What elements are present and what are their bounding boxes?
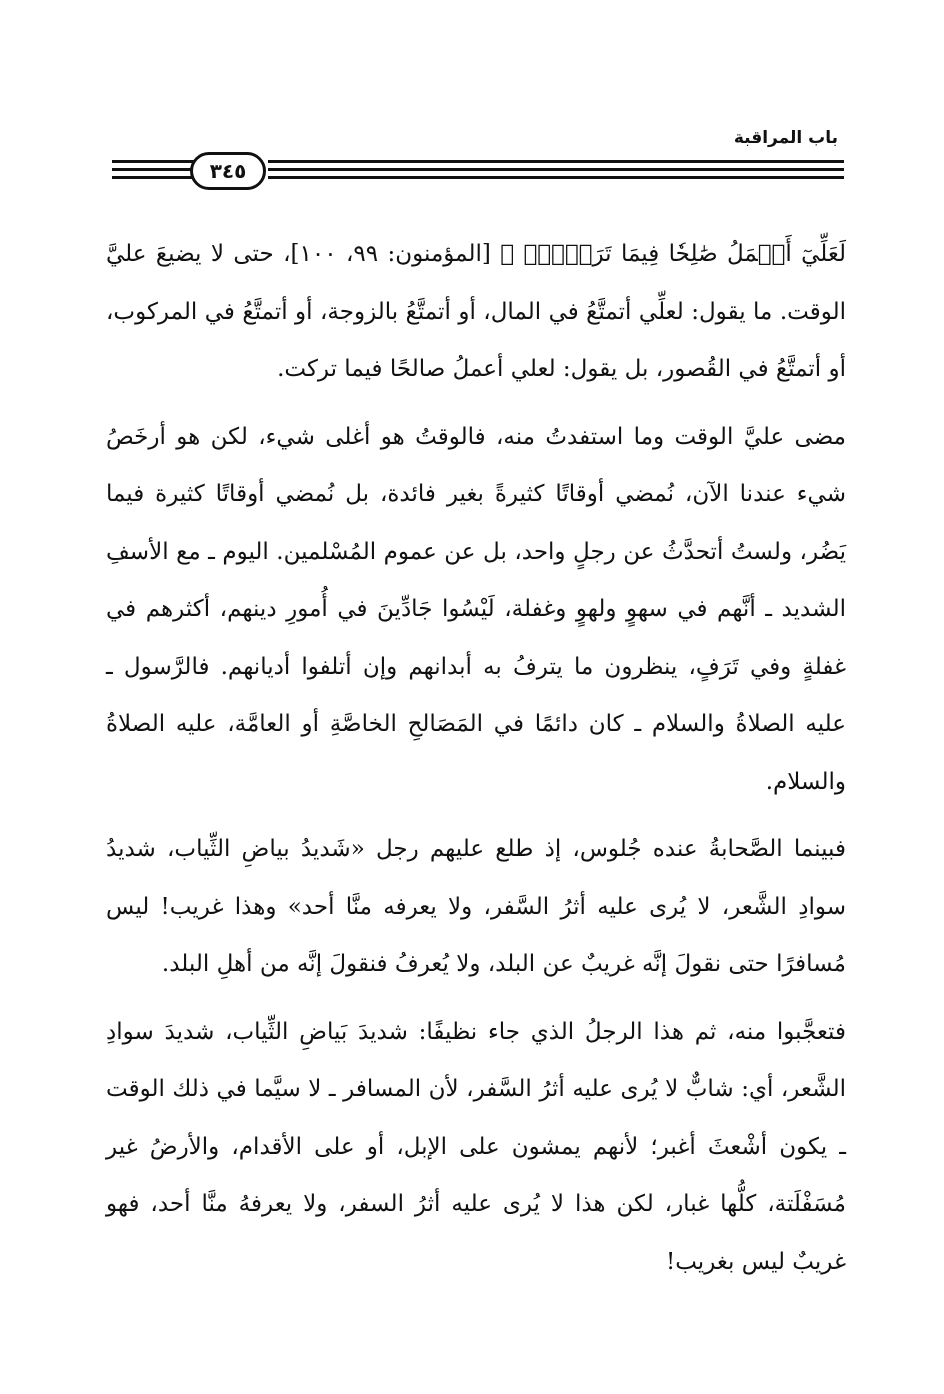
paragraph: فتعجَّبوا منه، ثم هذا الرجلُ الذي جاء نظيفًا: شديدَ بَياضِ الثِّياب، شديدَ سوادِ الشَّعر، أي: شابٌّ لا يُرى عليه أثرُ السَّفر، لأن المسافر ـ لا سيَّما في ذلك الوقت ـ يكون أشْعثَ أغبر؛ لأنهم يمشون على الإبل، أو على الأقدام، والأرضُ غير مُسَفْلَتة، كلُّها غبار، لكن هذا لا يُرى عليه أثرُ السفر، ولا يعرفهُ منَّا أحد، فهو غريبٌ ليس بغريب!: [106, 1018, 846, 1275]
header-rule: [268, 168, 844, 171]
chapter-title: باب المراقبة: [733, 128, 838, 148]
paragraph: فبينما الصَّحابةُ عنده جُلوس، إذ طلع عليهم رجل «شَديدُ بياضِ الثِّياب، شديدُ سوادِ الشَّعر، لا يُرى عليه أثرُ السَّفر، ولا يعرفه منَّا أحد» وهذا غريب! ليس مُسافرًا حتى نقولَ إنَّه غريبٌ عن البلد، ولا يُعرفُ فنقولَ إنَّه من أهلِ البلد.: [106, 836, 846, 977]
header-rule: [268, 160, 844, 163]
body-text: [106, 226, 846, 1301]
header-rule: [268, 176, 844, 179]
paragraph-text: [المؤمنون: ٩٩، ١٠٠]، حتى لا يضيعَ عليَّ الوقت. ما يقول: لعلِّي أتمتَّعُ في المال، أو أتمتَّعُ بالزوجة، أو أتمتَّعُ في المركوب، أو أتمتَّعُ في القُصور، بل يقول: لعلي أعملُ صالحًا فيما تركت.: [106, 241, 846, 382]
paragraph: مضى عليَّ الوقت وما استفدتُ منه، فالوقتُ هو أغلى شيء، لكن هو أرخَصُ شيء عندنا الآن، نُمضي أوقاتًا كثيرةً بغير فائدة، بل نُمضي أوقاتًا كثيرة فيما يَضُر، ولستُ أتحدَّثُ عن رجلٍ واحد، بل عن عموم المُسْلمين. اليوم ـ مع الأسفِ الشديد ـ أنَّهم في سهوٍ ولهوٍ وغفلة، لَيْسُوا جَادِّينَ في أُمورِ دينهم، أكثرهم في غفلةٍ وفي تَرَفٍ، ينظرون ما يترفُ به أبدانهم وإن أتلفوا أديانهم. فالرَّسول ـ عليه الصلاةُ والسلام ـ كان دائمًا في المَصَالحِ الخاصَّةِ أو العامَّة، عليه الصلاةُ والسلام.: [106, 423, 846, 795]
paragraph: [106, 226, 846, 399]
page-number: ٣٤٥: [190, 152, 266, 190]
quran-verse: لَعَلِّيٓ أَعۡمَلُ صَٰلِحٗا فِيمَا تَرَكۡتُۚ ﴾: [500, 241, 847, 267]
